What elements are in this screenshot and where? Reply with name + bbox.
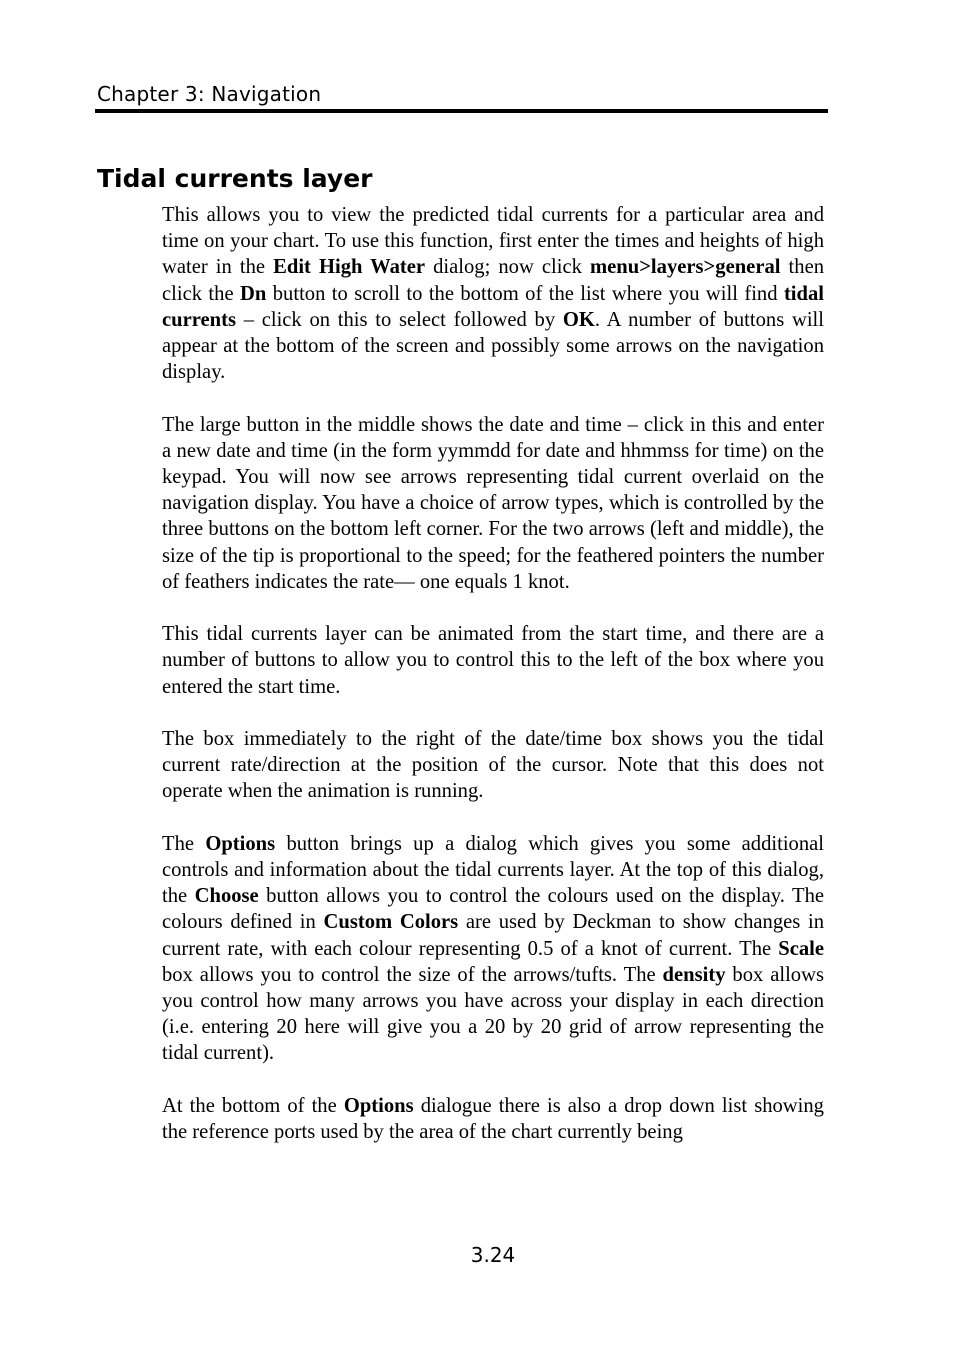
header-rule	[95, 109, 828, 113]
text-run: dialog; now click	[425, 256, 590, 279]
text-run: box allows you to control the size of the arrows/tufts. The	[162, 963, 663, 986]
text-run: then click the	[162, 256, 825, 305]
text-run: box allows you control how many arrows you have across your display in each direction (i.e. entering 20 here will give you a 20 by 20 grid of arrow representing the tidal current).	[162, 963, 824, 1065]
bold-term: OK	[562, 308, 595, 331]
bold-term: Scale	[778, 937, 824, 960]
bold-term: tidal currents	[162, 282, 824, 331]
text-run: button brings up a dialog which gives you some additional controls and information about the tidal currents layer. At the top of this dialog, the	[162, 832, 824, 908]
text-run: The	[162, 832, 206, 855]
body-paragraph	[162, 202, 824, 385]
bold-term: Options	[205, 832, 276, 855]
text-run: The box immediately to the right of the date/time box shows you the tidal current rate/direction at the position of the cursor. Note that this does not operate when the animation is running.	[162, 728, 824, 803]
text-run: This allows you to view the predicted tidal currents for a particular area and time on your chart. To use this function, first enter the times and heights of high water in the	[162, 204, 824, 279]
text-run: At the bottom of the	[162, 1094, 344, 1117]
section-title: Tidal currents layer	[97, 164, 373, 193]
bold-term: Options	[343, 1094, 414, 1117]
text-run: button allows you to control the colours used on the display. The colours defined in	[162, 885, 825, 934]
text-run: . A number of buttons will appear at the bottom of the screen and possibly some arrows on the navigation display.	[162, 308, 824, 384]
bold-term: Edit High Water	[273, 256, 426, 279]
body-paragraph	[162, 1093, 824, 1145]
body-text	[162, 202, 824, 1145]
bold-term: menu>layers>general	[590, 256, 781, 279]
page-number: 3.24	[470, 1243, 516, 1267]
text-run: This tidal currents layer can be animated from the start time, and there are a number of buttons to allow you to control this to the left of the box where you entered the start time.	[162, 623, 824, 698]
bold-term: Dn	[240, 282, 267, 305]
bold-term: density	[662, 963, 726, 986]
text-run: dialogue there is also a drop down list showing the reference ports used by the area of the chart currently being	[162, 1094, 824, 1144]
text-run: The large button in the middle shows the date and time – click in this and enter a new date and time (in the form yymmdd for date and hhmmss for time) on the keypad. You will now see arrows representing tidal current overlaid on the navigation display. You have a choice of arrow types, which is controlled by the three buttons on the bottom left corner. For the two arrows (left and middle), the size of the tip is proportional to the speed; for the feathered pointers the number of feathers indicates the rate— one equals 1 knot.	[162, 413, 824, 593]
body-paragraph	[162, 621, 824, 700]
bold-term: Choose	[194, 885, 259, 908]
body-paragraph	[162, 831, 824, 1067]
text-run: button to scroll to the bottom of the list where you will find	[266, 282, 784, 305]
text-run: – click on this to select followed by	[235, 308, 563, 331]
body-paragraph	[162, 412, 824, 595]
body-paragraph	[162, 726, 824, 805]
text-run: are used by Deckman to show changes in current rate, with each colour representing 0.5 of a knot of current. The	[162, 911, 825, 960]
bold-term: Custom Colors	[323, 911, 459, 934]
running-header: Chapter 3: Navigation	[97, 82, 322, 106]
